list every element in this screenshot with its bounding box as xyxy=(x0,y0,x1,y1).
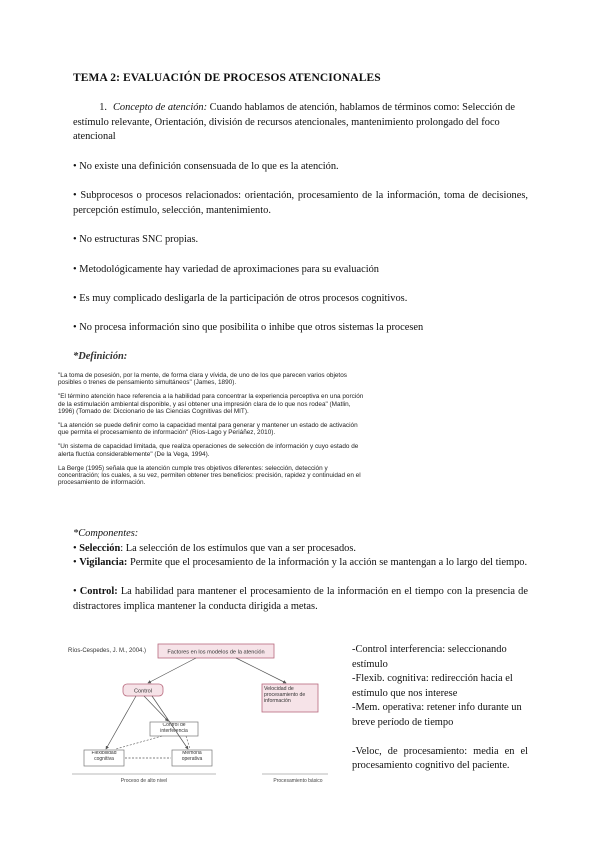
diagram-control-label: Control xyxy=(133,688,153,695)
quote-la-berge: La Berge (1995) señala que la atención cumple tres objetivos diferentes: selección, detección y concentración; los cuales, a su vez, permiten obtener tres beneficios: precisión, rapidez y continuidad en el procesamiento de información. xyxy=(58,464,361,487)
componente-control-term: Control: xyxy=(79,586,118,597)
bullet-1: • No existe una definición consensuada de lo que es la atención. xyxy=(73,161,339,172)
page-title: TEMA 2: EVALUACIÓN DE PROCESOS ATENCIONALES xyxy=(73,72,381,84)
diagram-flexibilidad-label: Flexibilidad cognitiva xyxy=(91,751,117,762)
diagram-interferencia-label: Control de interferencia xyxy=(160,723,188,734)
arrow-control-interferencia xyxy=(144,696,168,721)
componente-vigilancia-text: Permite que el procesamiento de la información y la acción se mantengan a lo largo del tiempo. xyxy=(127,557,528,568)
arrow-interf-flex xyxy=(116,736,162,749)
componente-vigilancia-term: Vigilancia: xyxy=(79,557,128,568)
quote-de-la-vega: "Un sistema de capacidad limitada, que realiza operaciones de selección de información y cuyo estado de alerta fluctúa considerablemente" (De la Vega, 1994). xyxy=(58,443,359,458)
intro-text: Cuando hablamos de atención, hablamos de términos como: Selección de estímulo relevante, Orientación, división de recursos atencionales, mantenimiento prolongado del foco atencional xyxy=(73,102,515,142)
componente-seleccion-text: : La selección de los estímulos que van a ser procesados. xyxy=(120,543,356,554)
componente-control: • Control: La habilidad para mantener el procesamiento de la información en el tiempo con la presencia de distractores implica mantener la conducta dirigida a metas. xyxy=(73,586,528,612)
arrow-control-flexibilidad xyxy=(106,696,136,749)
side-note-interferencia: -Control interferencia: seleccionando estímulo xyxy=(352,644,507,670)
quote-matlin: "El término atención hace referencia a la habilidad para concentrar la experiencia perceptiva en una porción de la estimulación ambiental disponible, y así obtener una impresión clara de lo que nos rodea" (Matlin, 1996) (Tomado de: Diccionario de las Ciencias Cognitivas del MIT). xyxy=(58,393,364,415)
intro-term: Concepto de atención: xyxy=(113,102,208,113)
componente-vigilancia: • Vigilancia: Permite que el procesamiento de la información y la acción se mantengan a lo largo del tiempo. xyxy=(73,557,528,568)
diagram-side-notes xyxy=(352,643,528,774)
bullet-4: • Metodológicamente hay variedad de aproximaciones para su evaluación xyxy=(73,264,380,275)
diagram-memoria-wrap xyxy=(173,751,211,767)
side-note-velocidad: -Veloc, de procesamiento: media en el procesamiento cognitivo del paciente. xyxy=(352,745,528,772)
diagram-top-label: Factores en los modelos de la atención xyxy=(167,649,265,656)
bullet-3: • No estructuras SNC propias. xyxy=(73,234,199,245)
quote-rios-lago: "La atención se puede definir como la capacidad mental para generar y mantener un estado de activación que permita el procesamiento de información" (Ríos-Lago y Periáñez, 2010). xyxy=(58,422,358,437)
diagram-foot-right: Procesamiento básico xyxy=(273,778,323,784)
diagram-foot-left: Proceso de alto nivel xyxy=(120,778,168,784)
intro-number: 1. xyxy=(99,102,107,113)
diagram-velocidad-wrap xyxy=(264,686,316,712)
diagram-velocidad-label: Velocidad de procesamiento de información xyxy=(264,686,306,704)
componentes-heading: *Componentes: xyxy=(73,528,139,539)
attention-factors-diagram xyxy=(66,640,342,786)
componente-control-text: La habilidad para mantener el procesamiento de la información en el tiempo con la presencia de distractores implica mantener la conducta dirigida a metas. xyxy=(73,586,528,612)
bullet-2: • Subprocesos o procesos relacionados: orientación, procesamiento de la información, toma de decisiones, percepción estímulo, selección, mantenimiento. xyxy=(73,190,528,216)
definicion-quotes xyxy=(58,372,368,493)
arrow-top-control xyxy=(148,658,196,683)
bullet-6: • No procesa información sino que posibilita o inhibe que otros sistemas la procesen xyxy=(73,322,424,333)
side-note-gap xyxy=(352,731,528,745)
definicion-heading: *Definición: xyxy=(73,351,128,362)
diagram-source: Ríos-Cespedes, J. M., 2004.) xyxy=(68,648,147,654)
intro-paragraph xyxy=(73,101,528,145)
componente-seleccion: • Selección: La selección de los estímulos que van a ser procesados. xyxy=(73,543,356,554)
quote-james: "La toma de posesión, por la mente, de forma clara y vívida, de uno de los que parecen varios objetos posibles o trenes de pensamiento simultáneos" (James, 1890). xyxy=(58,372,347,387)
side-note-flexibilidad: -Flexib. cognitiva: redirección hacia el estímulo que nos interese xyxy=(352,673,513,699)
bullet-5: • Es muy complicado desligarla de la participación de otros procesos cognitivos. xyxy=(73,293,408,304)
diagram-interferencia-wrap xyxy=(152,723,196,737)
arrow-top-velocidad xyxy=(236,658,286,683)
componente-seleccion-term: Selección xyxy=(79,543,121,554)
diagram-flexibilidad-wrap xyxy=(85,751,123,767)
side-note-memoria: -Mem. operativa: retener info durante un breve período de tiempo xyxy=(352,702,522,728)
diagram-memoria-label: Memoria operativa xyxy=(181,751,203,762)
